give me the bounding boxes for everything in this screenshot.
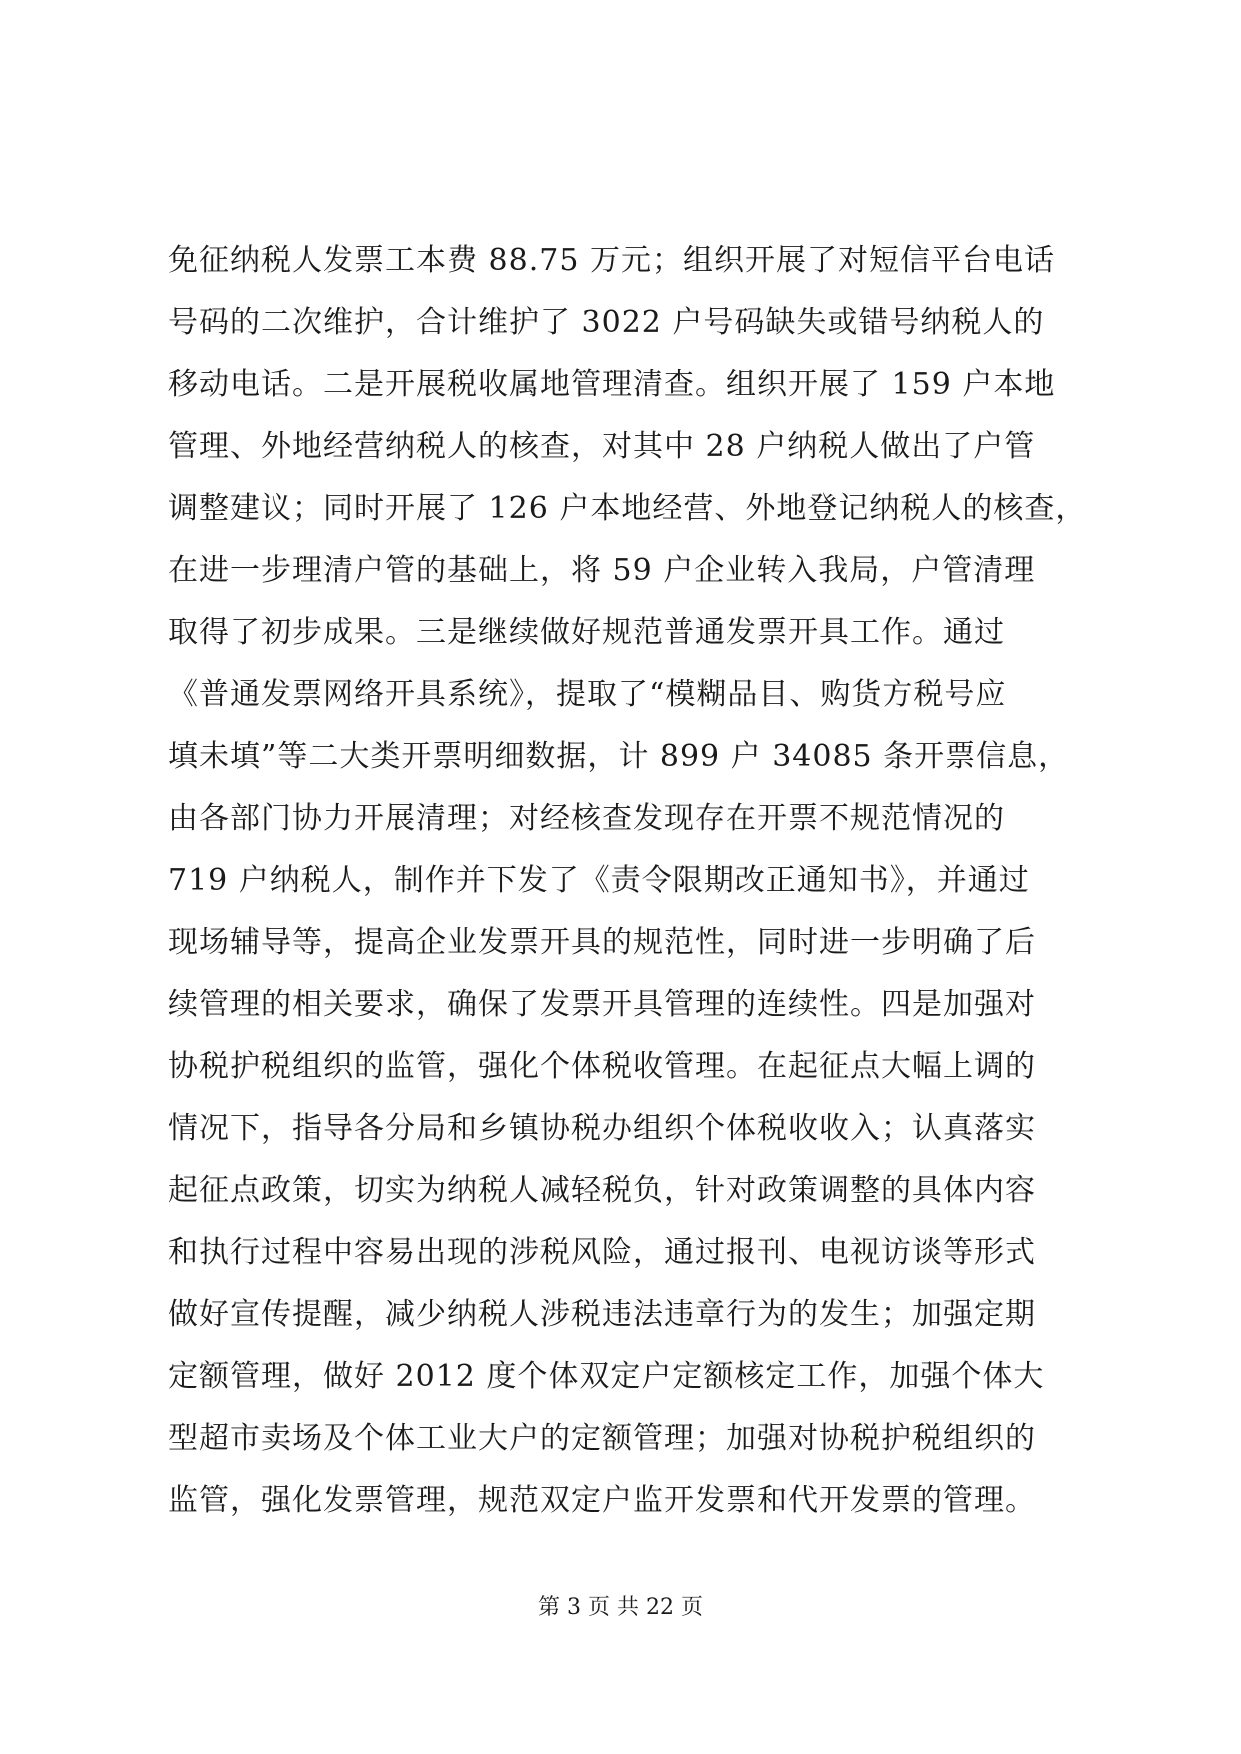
text-line: 由各部门协力开展清理；对经核查发现存在开票不规范情况的: [168, 801, 1005, 836]
text-line: 719 户纳税人，制作并下发了《责令限期改正通知书》，并通过: [168, 863, 1030, 898]
text-line: 现场辅导等，提高企业发票开具的规范性，同时进一步明确了后: [168, 925, 1036, 960]
text-line: 调整建议；同时开展了 126 户本地经营、外地登记纳税人的核查，: [168, 491, 1087, 526]
page-number-footer: 第 3 页 共 22 页: [538, 1595, 703, 1620]
text-line: 填未填”等二大类开票明细数据，计 899 户 34085 条开票信息，: [168, 739, 1070, 774]
text-line: 做好宣传提醒，减少纳税人涉税违法违章行为的发生；加强定期: [168, 1297, 1036, 1332]
text-line: 在进一步理清户管的基础上，将 59 户企业转入我局，户管清理: [168, 553, 1036, 588]
text-line: 协税护税组织的监管，强化个体税收管理。在起征点大幅上调的: [168, 1049, 1036, 1084]
text-line: 号码的二次维护，合计维护了 3022 户号码缺失或错号纳税人的: [168, 305, 1045, 340]
text-line: 续管理的相关要求，确保了发票开具管理的连续性。四是加强对: [168, 987, 1036, 1022]
text-line: 免征纳税人发票工本费 88.75 万元；组织开展了对短信平台电话: [168, 243, 1055, 278]
text-line: 《普通发票网络开具系统》，提取了“模糊品目、购货方税号应: [168, 677, 1007, 712]
text-line: 起征点政策，切实为纳税人减轻税负，针对政策调整的具体内容: [168, 1173, 1036, 1208]
text-line: 定额管理，做好 2012 度个体双定户定额核定工作，加强个体大: [168, 1359, 1045, 1394]
text-line: 移动电话。二是开展税收属地管理清查。组织开展了 159 户本地: [168, 367, 1056, 402]
text-line: 和执行过程中容易出现的涉税风险，通过报刊、电视访谈等形式: [168, 1235, 1036, 1270]
text-line: 情况下，指导各分局和乡镇协税办组织个体税收收入；认真落实: [168, 1111, 1036, 1146]
text-line: 型超市卖场及个体工业大户的定额管理；加强对协税护税组织的: [168, 1421, 1036, 1456]
text-line: 监管，强化发票管理，规范双定户监开发票和代开发票的管理。: [168, 1483, 1036, 1518]
text-line: 取得了初步成果。三是继续做好规范普通发票开具工作。通过: [168, 615, 1005, 650]
text-line: 管理、外地经营纳税人的核查，对其中 28 户纳税人做出了户管: [168, 429, 1036, 464]
body-paragraph: [168, 230, 1088, 1532]
